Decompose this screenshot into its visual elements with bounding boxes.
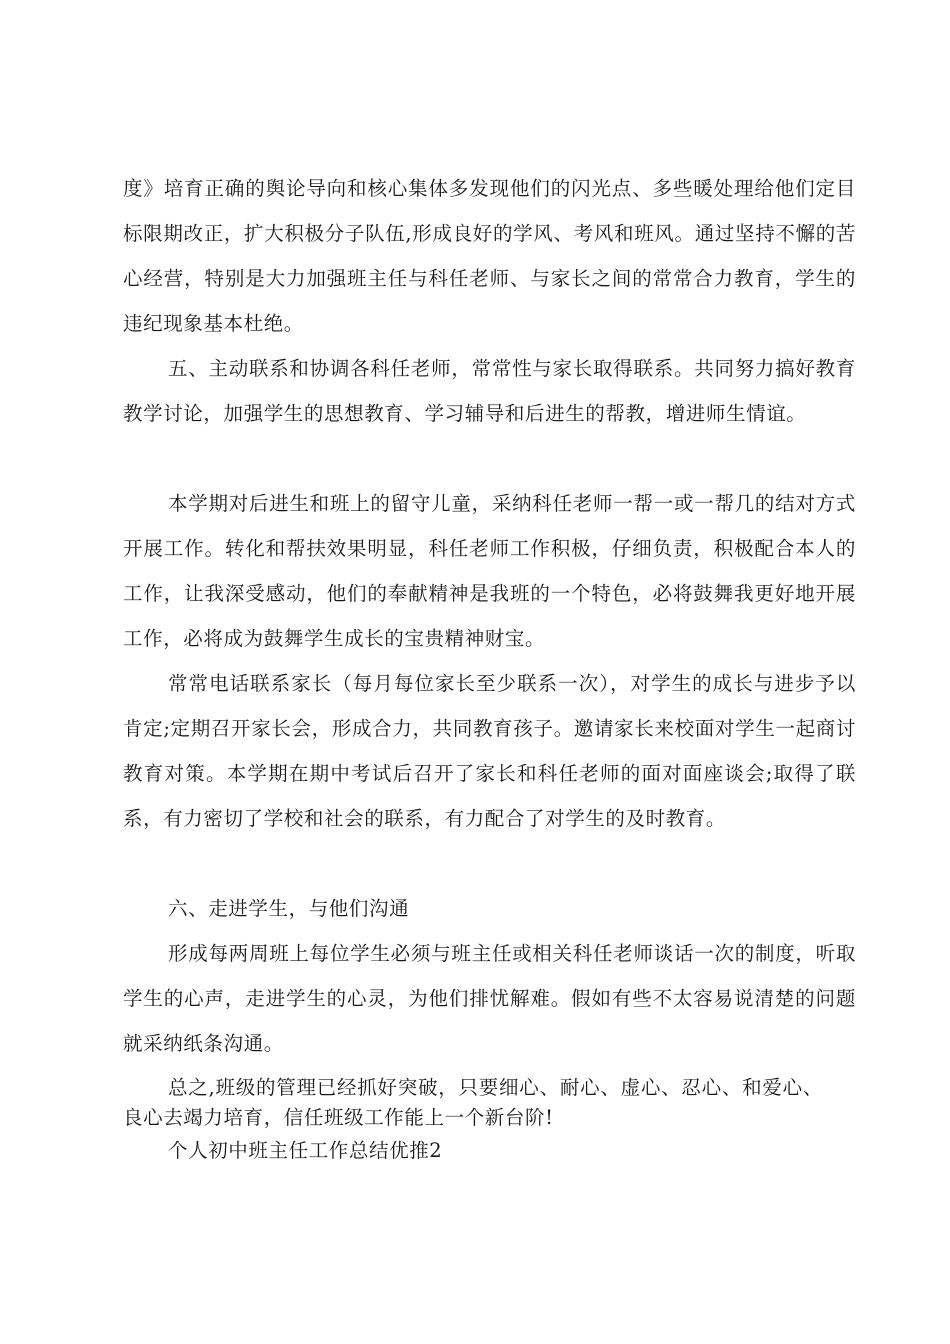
paragraph-communication: 形成每两周班上每位学生必须与班主任或相关科任老师谈话一次的制度，听取学生的心声，走进学生的心灵，为他们排忧解难。假如有些不太容易说清楚的问题就采纳纸条沟通。 — [123, 942, 856, 1055]
paragraph-underachievers: 本学期对后进生和班上的留守儿童，采纳科任老师一帮一或一帮几的结对方式开展工作。转化和帮扶效果明显，科任老师工作积极，仔细负责，积极配合本人的工作，让我深受感动，他们的奉献精神是我班的一个特色，必将鼓舞我更好地开展工作，必将成为鼓舞学生成长的宝贵精神财宝。 — [123, 492, 856, 650]
paragraph-conclusion: 总之,班级的管理已经抓好突破，只要细心、耐心、虚心、忍心、和爱心、良心去竭力培育，信任班级工作能上一个新台阶! — [123, 1076, 823, 1129]
paragraph-section-five: 五、主动联系和协调各科任老师，常常性与家长取得联系。共同努力搞好教育教学讨论，加强学生的思想教育、学习辅导和后进生的帮教，增进师生情谊。 — [123, 357, 856, 425]
heading-section-six: 六、走进学生，与他们沟通 — [168, 897, 410, 920]
next-section-title: 个人初中班主任工作总结优推2 — [168, 1139, 443, 1162]
paragraph-parent-contact: 常常电话联系家长（每月每位家长至少联系一次），对学生的成长与进步予以肯定;定期召开家长会，形成合力，共同教育孩子。邀请家长来校面对学生一起商讨教育对策。本学期在期中考试后召开了家长和科任老师的面对面座谈会;取得了联系，有力密切了学校和社会的联系，有力配合了对学生的及时教育。 — [123, 672, 856, 830]
paragraph-discipline: 度》培育正确的舆论导向和核心集体多发现他们的闪光点、多些暖处理给他们定目标限期改正，扩大积极分子队伍,形成良好的学风、考风和班风。通过坚持不懈的苦心经营，特别是大力加强班主任与科任老师、与家长之间的常常合力教育，学生的违纪现象基本杜绝。 — [123, 177, 856, 335]
